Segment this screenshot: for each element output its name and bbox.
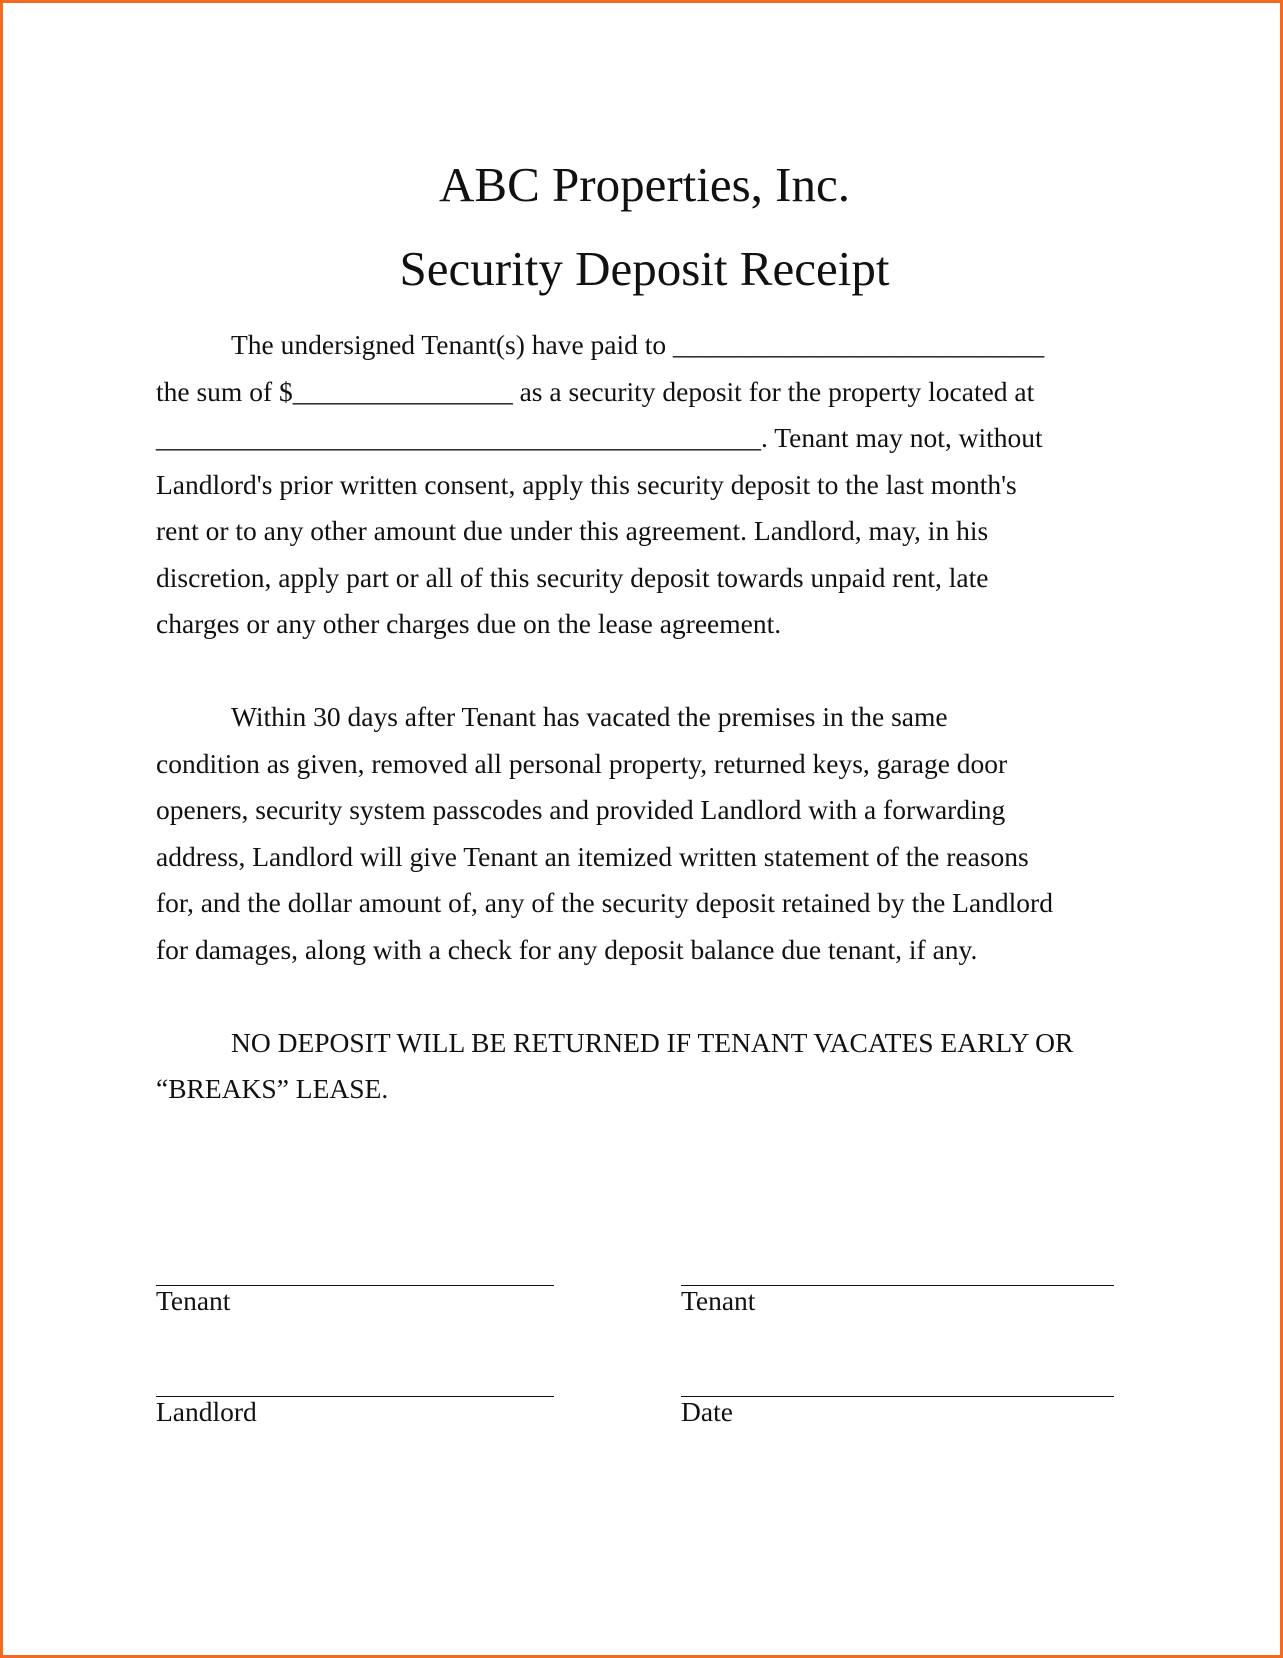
paragraph-2-line: Within 30 days after Tenant has vacated the premises in the same bbox=[231, 701, 948, 732]
paragraph-1-line: The undersigned Tenant(s) have paid to ___________________________ bbox=[231, 329, 1045, 360]
paragraph-2-line: for damages, along with a check for any deposit balance due tenant, if any. bbox=[156, 934, 978, 965]
paragraph-1-line: charges or any other charges due on the lease agreement. bbox=[156, 608, 782, 639]
paragraph-3-line: “BREAKS” LEASE. bbox=[156, 1073, 389, 1104]
paragraph-1-line: the sum of $________________ as a security deposit for the property located at bbox=[156, 376, 1035, 407]
paragraph-1-line: Landlord's prior written consent, apply this security deposit to the last month's bbox=[156, 469, 1017, 500]
paragraph-1-line: rent or to any other amount due under this agreement. Landlord, may, in his bbox=[156, 515, 989, 546]
tenant-label: Tenant bbox=[156, 1285, 231, 1316]
tenant-label-2: Tenant bbox=[681, 1285, 756, 1316]
company-name: ABC Properties, Inc. bbox=[439, 157, 850, 212]
paragraph-3-line: NO DEPOSIT WILL BE RETURNED IF TENANT VACATES EARLY OR bbox=[231, 1027, 1074, 1058]
paragraph-2-line: for, and the dollar amount of, any of the security deposit retained by the Landlord bbox=[156, 887, 1053, 918]
document-title: Security Deposit Receipt bbox=[399, 241, 890, 296]
landlord-label: Landlord bbox=[156, 1396, 257, 1427]
paragraph-2-line: address, Landlord will give Tenant an itemized written statement of the reasons bbox=[156, 841, 1029, 872]
paragraph-1-line: ____________________________________________. Tenant may not, without bbox=[156, 422, 1043, 453]
date-line bbox=[681, 1396, 1114, 1397]
paragraph-1-line: discretion, apply part or all of this security deposit towards unpaid rent, late bbox=[156, 562, 989, 593]
date-label: Date bbox=[681, 1396, 733, 1427]
paragraph-2-line: openers, security system passcodes and provided Landlord with a forwarding bbox=[156, 794, 1006, 825]
paragraph-2-line: condition as given, removed all personal property, returned keys, garage door bbox=[156, 748, 1008, 779]
